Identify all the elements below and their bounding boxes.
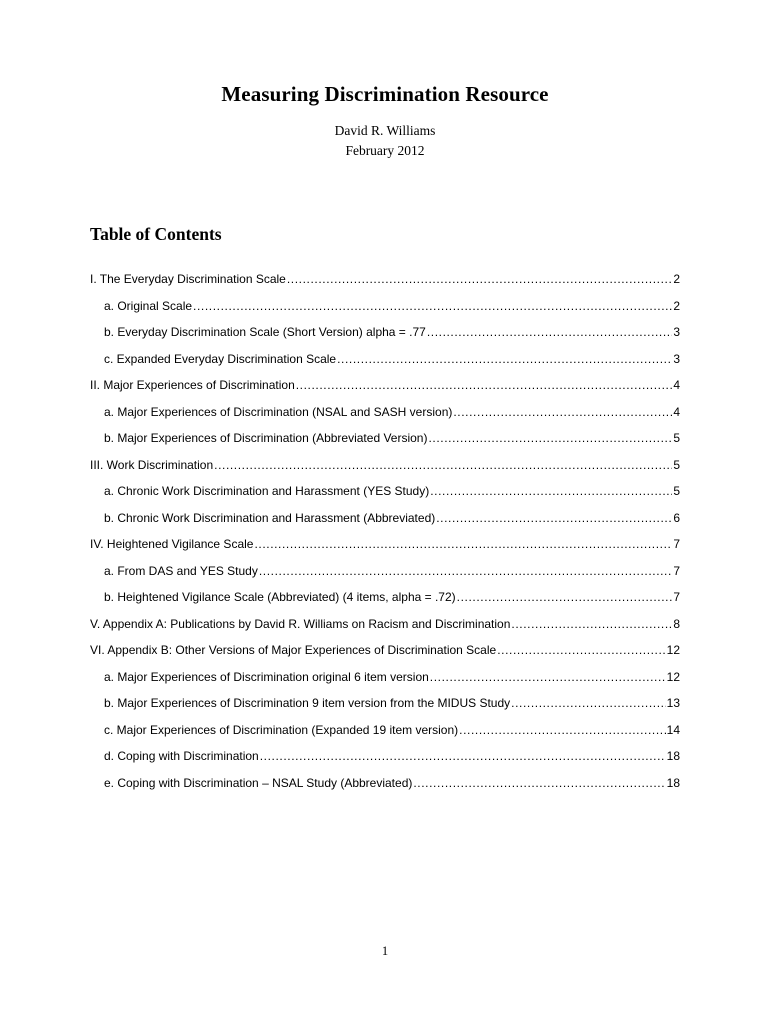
toc-entry-page: 3: [673, 351, 680, 366]
toc-dot-leader: [260, 748, 666, 764]
toc-entry[interactable]: [104, 775, 680, 791]
toc-dot-leader: [459, 722, 665, 738]
toc-entry-label: b. Chronic Work Discrimination and Harassment (Abbreviated): [104, 510, 436, 525]
toc-entry[interactable]: [104, 563, 680, 579]
toc-entry-page: 8: [673, 616, 680, 631]
toc-entry[interactable]: [104, 748, 680, 764]
document-date: February 2012: [345, 143, 425, 158]
toc-dot-leader: [296, 377, 673, 393]
toc-dot-leader: [214, 457, 672, 473]
toc-dot-leader: [287, 271, 672, 287]
toc-entry-label: d. Coping with Discrimination: [104, 749, 259, 763]
toc-dot-leader: [511, 695, 665, 711]
toc-dot-leader: [457, 589, 673, 605]
toc-dot-leader: [193, 298, 672, 314]
toc-entry-page: 5: [673, 484, 680, 498]
toc-entry[interactable]: [104, 404, 680, 420]
toc-dot-leader: [413, 775, 665, 791]
toc-entry-page: 3: [673, 325, 680, 339]
toc-entry-label: b. Heightened Vigilance Scale (Abbreviated) (4 items, alpha = .72): [104, 590, 456, 604]
toc-entry[interactable]: [90, 457, 680, 473]
toc-entry-page: 18: [666, 775, 680, 790]
toc-entry-page: 7: [673, 537, 680, 551]
toc-entry-label: a. Original Scale: [104, 298, 193, 313]
toc-dot-leader: [427, 324, 672, 340]
toc-entry[interactable]: [104, 298, 680, 314]
toc-entry[interactable]: [104, 483, 680, 499]
toc-entry[interactable]: [90, 271, 680, 287]
toc-entry-page: 7: [673, 590, 680, 604]
toc-dot-leader: [337, 351, 672, 367]
toc-entry-label: a. Major Experiences of Discrimination (NSAL and SASH version): [104, 404, 453, 419]
toc-entry-label: V. Appendix A: Publications by David R. Williams on Racism and Discrimination: [90, 616, 511, 631]
toc-entry-label: b. Everyday Discrimination Scale (Short Version) alpha = .77: [104, 325, 426, 339]
toc-entry-page: 12: [666, 643, 680, 657]
toc-entry-page: 2: [673, 298, 680, 313]
toc-entry-page: 18: [666, 749, 680, 763]
toc-entry[interactable]: [104, 324, 680, 340]
toc-entry-page: 5: [673, 457, 680, 472]
toc-entry-label: b. Major Experiences of Discrimination (Abbreviated Version): [104, 431, 428, 445]
toc-entry-label: I. The Everyday Discrimination Scale: [90, 272, 286, 286]
toc-dot-leader: [453, 404, 672, 420]
toc-dot-leader: [430, 669, 666, 685]
toc-entry-label: a. Major Experiences of Discrimination original 6 item version: [104, 669, 429, 684]
toc-entry[interactable]: [104, 351, 680, 367]
toc-dot-leader: [259, 563, 672, 579]
toc-heading: Table of Contents: [90, 224, 222, 244]
toc-dot-leader: [430, 483, 672, 499]
toc-entry[interactable]: [90, 536, 680, 552]
toc-entry[interactable]: [104, 722, 680, 738]
toc-entry-page: 14: [666, 722, 680, 737]
toc-entry-label: II. Major Experiences of Discrimination: [90, 378, 295, 392]
toc-entry-page: 12: [666, 669, 680, 684]
toc-dot-leader: [436, 510, 672, 526]
toc-entry-page: 7: [673, 563, 680, 578]
toc-entry[interactable]: [104, 589, 680, 605]
toc-entry[interactable]: [90, 642, 680, 658]
toc-entry-label: a. From DAS and YES Study: [104, 563, 258, 578]
document-title: Measuring Discrimination Resource: [221, 82, 549, 106]
toc-entry-page: 4: [673, 378, 680, 392]
toc-entry-page: 13: [666, 696, 680, 710]
page-number: 1: [381, 944, 389, 958]
toc-entry[interactable]: [90, 377, 680, 393]
toc-entry-label: III. Work Discrimination: [90, 457, 214, 472]
toc-entry-label: c. Expanded Everyday Discrimination Scale: [104, 351, 337, 366]
toc-entry[interactable]: [104, 430, 680, 446]
toc-entry-label: a. Chronic Work Discrimination and Harassment (YES Study): [104, 484, 430, 498]
toc-entry-label: e. Coping with Discrimination – NSAL Study (Abbreviated): [104, 775, 413, 790]
toc-entry-label: IV. Heightened Vigilance Scale: [90, 537, 254, 551]
toc-entry-page: 6: [673, 510, 680, 525]
toc-entry-page: 5: [673, 431, 680, 445]
toc-entry[interactable]: [104, 510, 680, 526]
toc-entry-page: 4: [673, 404, 680, 419]
toc-entry-page: 2: [673, 272, 680, 286]
toc-dot-leader: [497, 642, 665, 658]
toc-entry[interactable]: [104, 695, 680, 711]
toc-entry-label: c. Major Experiences of Discrimination (Expanded 19 item version): [104, 722, 459, 737]
toc-dot-leader: [428, 430, 672, 446]
toc-entry[interactable]: [104, 669, 680, 685]
toc-dot-leader: [511, 616, 672, 632]
document-author: David R. Williams: [334, 123, 436, 138]
toc-entry[interactable]: [90, 616, 680, 632]
toc-entry-label: b. Major Experiences of Discrimination 9 item version from the MIDUS Study: [104, 696, 511, 710]
toc-entry-label: VI. Appendix B: Other Versions of Major Experiences of Discrimination Scale: [90, 643, 497, 657]
toc-dot-leader: [254, 536, 672, 552]
